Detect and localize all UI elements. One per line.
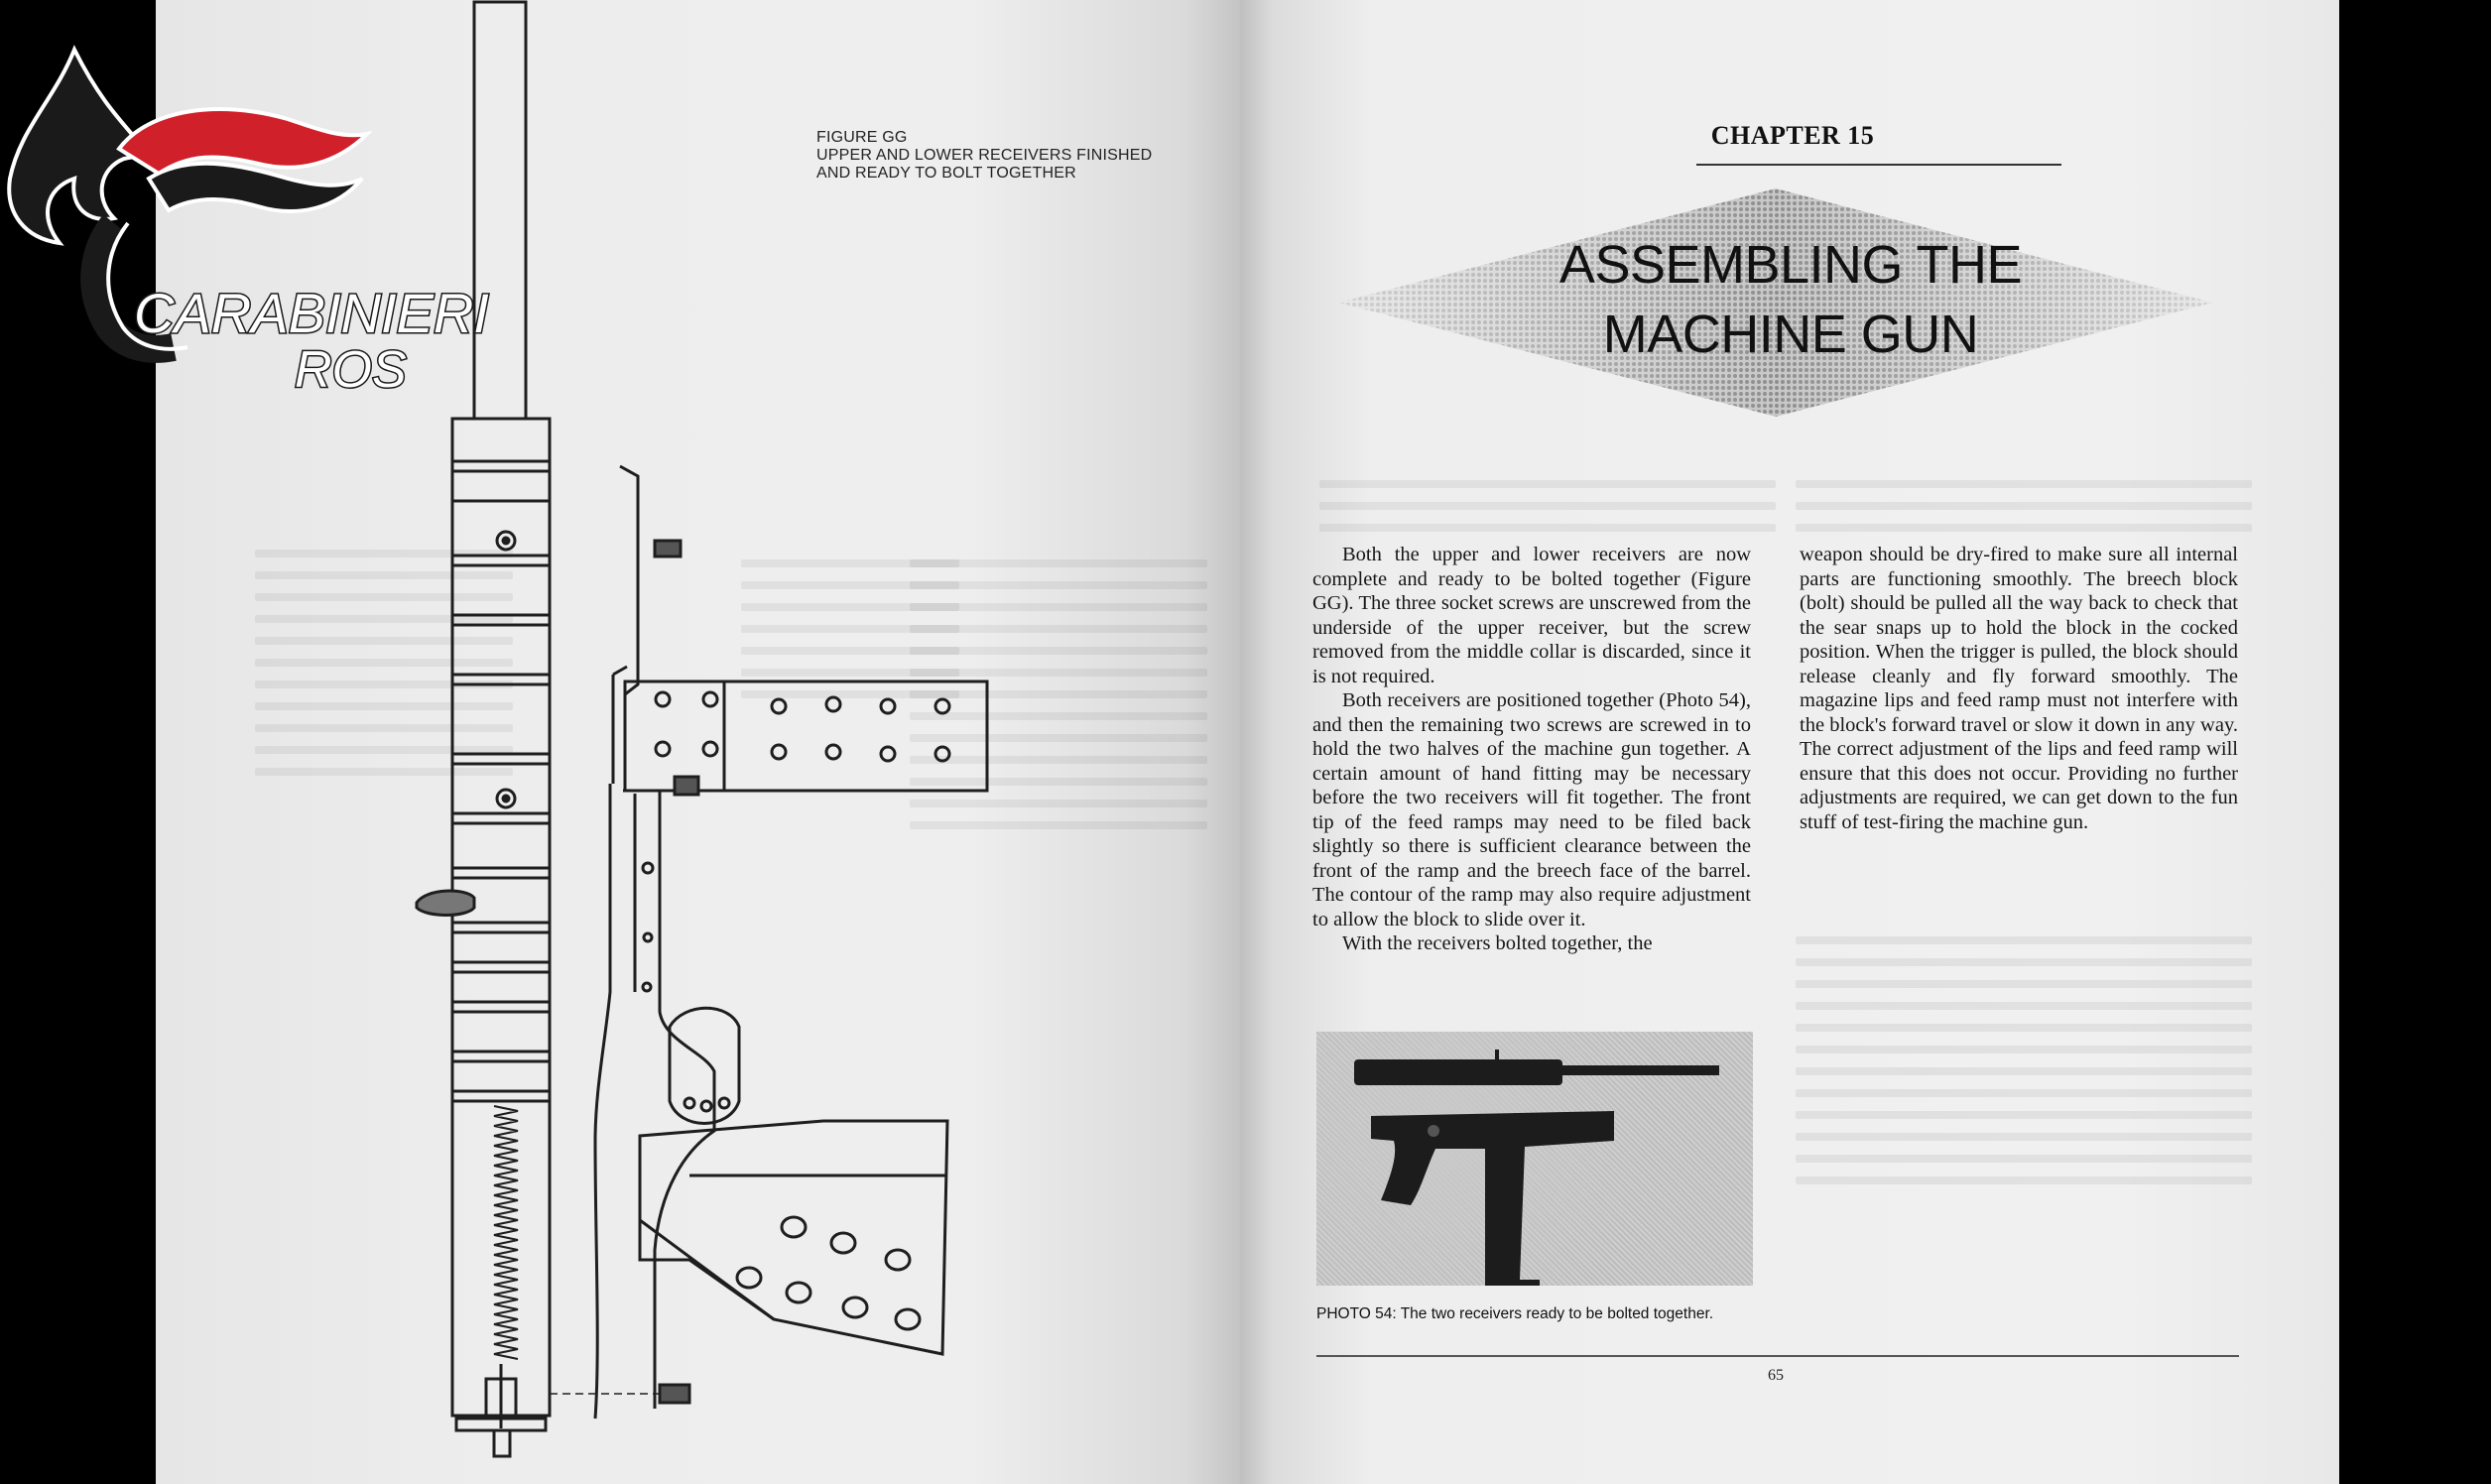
bleed-through-text [1796,466,2252,546]
machine-gun-photo-image [1316,1032,1753,1286]
receiver-ribs [452,461,550,1101]
chapter-label: CHAPTER 15 [1710,121,1875,150]
bleed-through-text [1319,466,1776,546]
receiver-technical-drawing [357,0,1210,1484]
barrel-outline [474,2,526,419]
figure-caption-line: UPPER AND LOWER RECEIVERS FINISHED [816,147,1153,164]
paragraph: weapon should be dry-fired to make sure all internal parts are functioning smoothly. The breech block (bolt) should be pulled all the way back to check that the sear snaps up to hold the block in the cocked position. When the trigger is pulled, the block should release cleanly and fly forward smoothly. The magazine lips and feed ramp must not interfere with the block's forward travel or slow it down in any way. The correct adjustment of the lips and feed ramp will ensure that this does not occur. Providing no further adjustments are required, we can get down to the fun stuff of test-firing the machine gun. [1800,544,2238,833]
receivers-photo [1316,1032,1753,1286]
recoil-spring [494,1106,518,1359]
chapter-rule [1696,164,2061,166]
paragraph: Both receivers are positioned together (Photo 54), and then the remaining two screws are screwed in to hold the two halves of the machine gun together. A certain amount of hand fitting may be necessary before the two receivers will fit together. The front tip of the feed ramps may need to be filed back slightly so there is sufficient clearance between the front of the ramp and the breech face of the barrel. The contour of the ramp may also require adjustment to allow the block to slide over it. [1312,689,1751,930]
figure-caption-line: AND READY TO BOLT TOGETHER [816,165,1076,182]
paragraph: Both the upper and lower receivers are now complete and ready to be bolted together (Figure GG). The three socket screws are unscrewed from the underside of the upper receiver, but the screw removed from the middle collar is discarded, since it is not required. [1312,544,1751,687]
paragraph: With the receivers bolted together, the [1342,932,1653,954]
logo-text-ros: ROS [295,341,407,399]
body-column-left [1312,543,1751,956]
footer-rule [1316,1355,2239,1357]
figure-label: FIGURE GG [816,129,908,146]
magazine-holes [656,692,949,761]
body-column-right [1800,543,2238,834]
chapter-title-line: ASSEMBLING THE [1558,235,2023,295]
chapter-title [1448,230,2133,369]
photo-caption: PHOTO 54: The two receivers ready to be bolted together. [1316,1305,1714,1322]
logo-text-carabinieri: CARABINIERI [134,282,489,344]
bleed-through-text [1796,923,2252,1198]
chapter-title-line: MACHINE GUN [1602,305,1979,364]
page-number: 65 [1768,1367,1784,1384]
